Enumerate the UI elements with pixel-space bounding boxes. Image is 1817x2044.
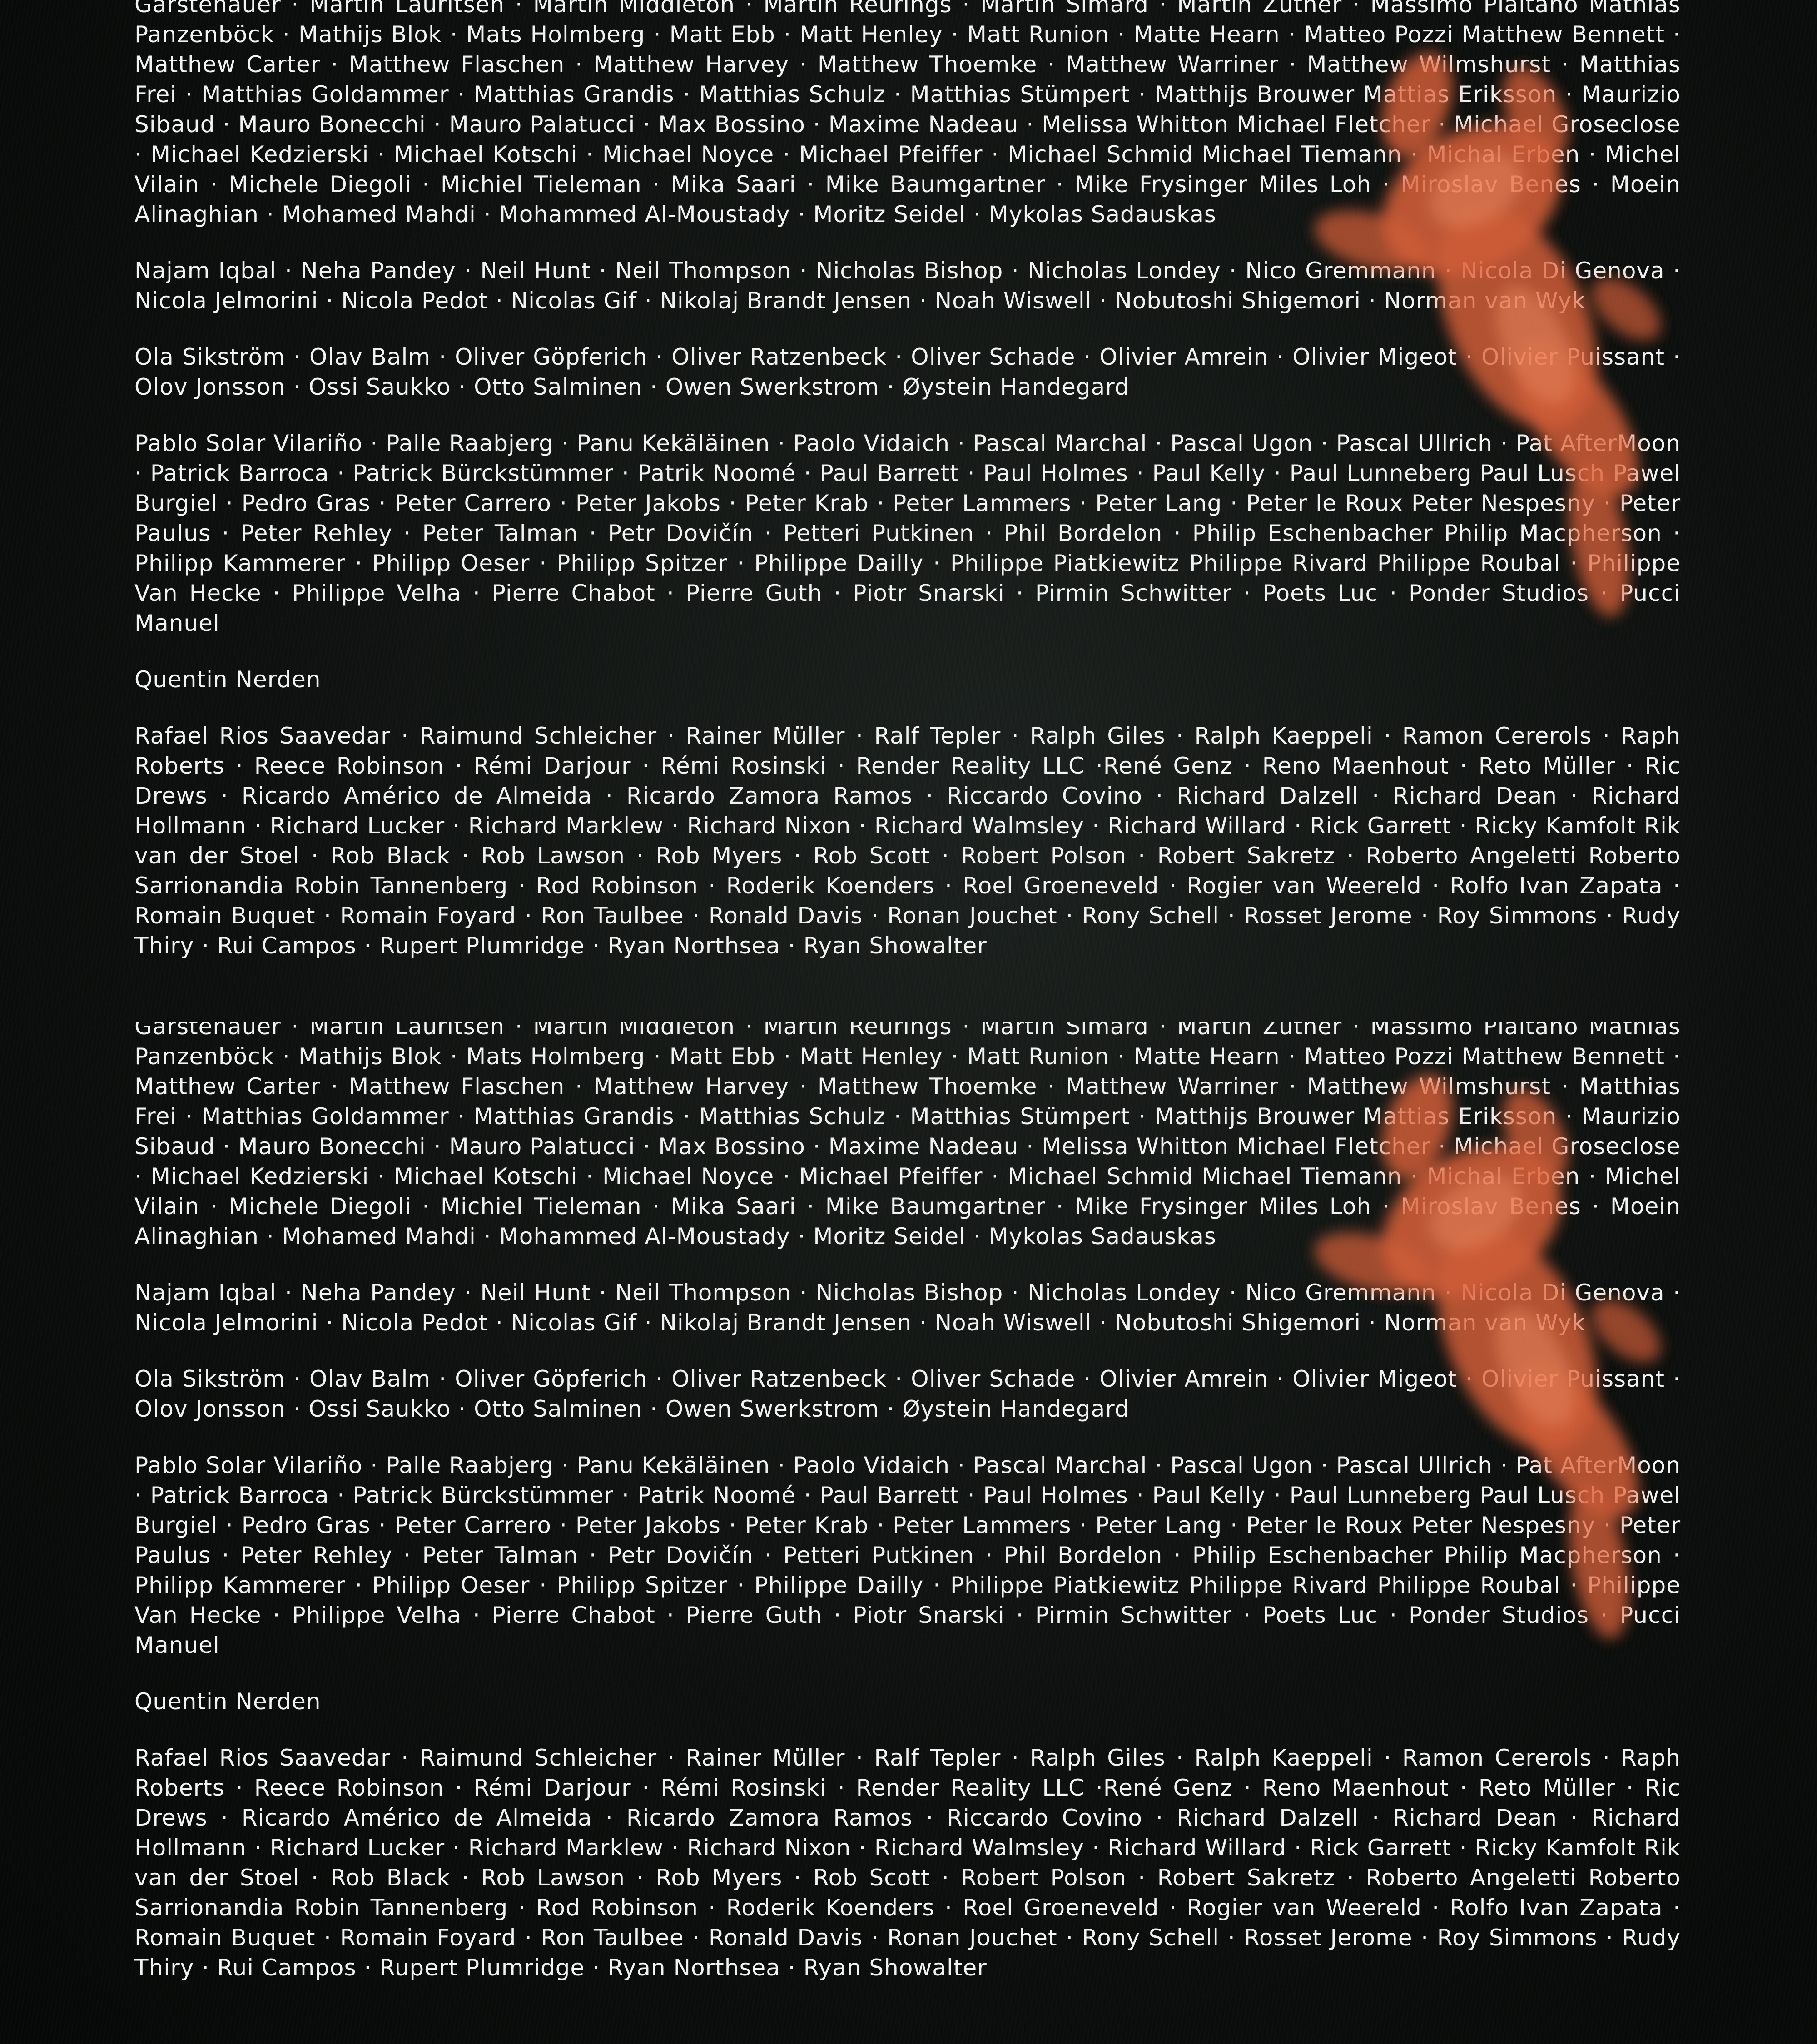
credits-paragraph-r: Rafael Rios Saavedar · Raimund Schleicher · Rainer Müller · Ralf Tepler · Ralph Giles · Ralph Kaeppeli · Ramon Cererols · Raph Roberts · Reece Robinson · Rémi Darjour · Rémi Rosinski · Render Reality LLC ·René Genz · Reno Maenhout · Reto Müller · Ric Drews · Ricardo Américo de Almeida · Ricardo Zamora Ramos · Riccardo Covino · Richard Dalzell · Richard Dean · Richard Hollmann · Richard Lucker · Richard Marklew · Richard Nixon · Richard Walmsley · Richard Willard · Rick Garrett · Ricky Kamfolt Rik van der Stoel · Rob Black · Rob Lawson · Rob Myers · Rob Scott · Robert Polson · Robert Sakretz · Roberto Angeletti Roberto Sarrionandia Robin Tannenberg · Rod Robinson · Roderik Koenders · Roel Groeneveld · Rogier van Weereld · Rolfo Ivan Zapata · Romain Buquet · Romain Foyard · Ron Taulbee · Ronald Davis · Ronan Jouchet · Rony Schell · Rosset Jerome · Roy Simmons · Rudy Thiry · Rui Campos · Rupert Plumridge · Ryan Northsea · Ryan Showalter (134, 721, 1681, 961)
credits-paragraph-n: Najam Iqbal · Neha Pandey · Neil Hunt · Neil Thompson · Nicholas Bishop · Nicholas Londey · Nico Gremmann · Nicola Di Genova · Nicola Jelmorini · Nicola Pedot · Nicolas Gif · Nikolaj Brandt Jensen · Noah Wiswell · Nobutoshi Shigemori · Norman van Wyk (134, 256, 1681, 316)
credits-paragraph-q: Quentin Nerden (134, 1687, 1681, 1717)
credits-paragraph-o: Ola Sikström · Olav Balm · Oliver Göpferich · Oliver Ratzenbeck · Oliver Schade · Olivier Amrein · Olivier Migeot · Olivier Puissant · Olov Jonsson · Ossi Saukko · Otto Salminen · Owen Swerkstrom · Øystein Handegard (134, 1364, 1681, 1424)
credits-paragraph-m: Garstenauer · Martin Lauritsen · Martin Middleton · Martin Reurings · Martin Simard · Martin Zuther · Massimo Plaitano Mathias Panzenböck · Mathijs Blok · Mats Holmberg · Matt Ebb · Matt Henley · Matt Runion · Matte Hearn · Matteo Pozzi Matthew Bennett · Matthew Carter · Matthew Flaschen · Matthew Harvey · Matthew Thoemke · Matthew Warriner · Matthew Wilmshurst · Matthias Frei · Matthias Goldammer · Matthias Grandis · Matthias Schulz · Matthias Stümpert · Matthijs Brouwer Mattias Eriksson · Maurizio Sibaud · Mauro Bonecchi · Mauro Palatucci · Max Bossino · Maxime Nadeau · Melissa Whitton Michael Fletcher · Michael Groseclose · Michael Kedzierski · Michael Kotschi · Michael Noyce · Michael Pfeiffer · Michael Schmid Michael Tiemann · Michal Erben · Michel Vilain · Michele Diegoli · Michiel Tieleman · Mika Saari · Mike Baumgartner · Mike Frysinger Miles Loh · Miroslav Benes · Moein Alinaghian · Mohamed Mahdi · Mohammed Al-Moustady · Moritz Seidel · Mykolas Sadauskas (134, 0, 1681, 229)
credits-paragraph-q: Quentin Nerden (134, 665, 1681, 695)
credits-paragraph-m: Garstenauer · Martin Lauritsen · Martin Middleton · Martin Reurings · Martin Simard · Martin Zuther · Massimo Plaitano Mathias Panzenböck · Mathijs Blok · Mats Holmberg · Matt Ebb · Matt Henley · Matt Runion · Matte Hearn · Matteo Pozzi Matthew Bennett · Matthew Carter · Matthew Flaschen · Matthew Harvey · Matthew Thoemke · Matthew Warriner · Matthew Wilmshurst · Matthias Frei · Matthias Goldammer · Matthias Grandis · Matthias Schulz · Matthias Stümpert · Matthijs Brouwer Mattias Eriksson · Maurizio Sibaud · Mauro Bonecchi · Mauro Palatucci · Max Bossino · Maxime Nadeau · Melissa Whitton Michael Fletcher · Michael Groseclose · Michael Kedzierski · Michael Kotschi · Michael Noyce · Michael Pfeiffer · Michael Schmid Michael Tiemann · Michal Erben · Michel Vilain · Michele Diegoli · Michiel Tieleman · Mika Saari · Mike Baumgartner · Mike Frysinger Miles Loh · Miroslav Benes · Moein Alinaghian · Mohamed Mahdi · Mohammed Al-Moustady · Moritz Seidel · Mykolas Sadauskas (134, 1022, 1681, 1251)
credits-paragraph-o: Ola Sikström · Olav Balm · Oliver Göpferich · Oliver Ratzenbeck · Oliver Schade · Olivier Amrein · Olivier Migeot · Olivier Puissant · Olov Jonsson · Ossi Saukko · Otto Salminen · Owen Swerkstrom · Øystein Handegard (134, 342, 1681, 402)
credits-paragraph-r: Rafael Rios Saavedar · Raimund Schleicher · Rainer Müller · Ralf Tepler · Ralph Giles · Ralph Kaeppeli · Ramon Cererols · Raph Roberts · Reece Robinson · Rémi Darjour · Rémi Rosinski · Render Reality LLC ·René Genz · Reno Maenhout · Reto Müller · Ric Drews · Ricardo Américo de Almeida · Ricardo Zamora Ramos · Riccardo Covino · Richard Dalzell · Richard Dean · Richard Hollmann · Richard Lucker · Richard Marklew · Richard Nixon · Richard Walmsley · Richard Willard · Rick Garrett · Ricky Kamfolt Rik van der Stoel · Rob Black · Rob Lawson · Rob Myers · Rob Scott · Robert Polson · Robert Sakretz · Roberto Angeletti Roberto Sarrionandia Robin Tannenberg · Rod Robinson · Roderik Koenders · Roel Groeneveld · Rogier van Weereld · Rolfo Ivan Zapata · Romain Buquet · Romain Foyard · Ron Taulbee · Ronald Davis · Ronan Jouchet · Rony Schell · Rosset Jerome · Roy Simmons · Rudy Thiry · Rui Campos · Rupert Plumridge · Ryan Northsea · Ryan Showalter (134, 1743, 1681, 1983)
credits-paragraph-p: Pablo Solar Vilariño · Palle Raabjerg · Panu Kekäläinen · Paolo Vidaich · Pascal Marchal · Pascal Ugon · Pascal Ullrich · Pat AfterMoon · Patrick Barroca · Patrick Bürckstümmer · Patrik Noomé · Paul Barrett · Paul Holmes · Paul Kelly · Paul Lunneberg Paul Lusch Pawel Burgiel · Pedro Gras · Peter Carrero · Peter Jakobs · Peter Krab · Peter Lammers · Peter Lang · Peter le Roux Peter Nespesny · Peter Paulus · Peter Rehley · Peter Talman · Petr Dovičín · Petteri Putkinen · Phil Bordelon · Philip Eschenbacher Philip Macpherson · Philipp Kammerer · Philipp Oeser · Philipp Spitzer · Philippe Dailly · Philippe Piatkiewitz Philippe Rivard Philippe Roubal · Philippe Van Hecke · Philippe Velha · Pierre Chabot · Pierre Guth · Piotr Snarski · Pirmin Schwitter · Poets Luc · Ponder Studios · Pucci Manuel (134, 1450, 1681, 1660)
credits-paragraph-n: Najam Iqbal · Neha Pandey · Neil Hunt · Neil Thompson · Nicholas Bishop · Nicholas Londey · Nico Gremmann · Nicola Di Genova · Nicola Jelmorini · Nicola Pedot · Nicolas Gif · Nikolaj Brandt Jensen · Noah Wiswell · Nobutoshi Shigemori · Norman van Wyk (134, 1278, 1681, 1338)
credits-paragraph-p: Pablo Solar Vilariño · Palle Raabjerg · Panu Kekäläinen · Paolo Vidaich · Pascal Marchal · Pascal Ugon · Pascal Ullrich · Pat AfterMoon · Patrick Barroca · Patrick Bürckstümmer · Patrik Noomé · Paul Barrett · Paul Holmes · Paul Kelly · Paul Lunneberg Paul Lusch Pawel Burgiel · Pedro Gras · Peter Carrero · Peter Jakobs · Peter Krab · Peter Lammers · Peter Lang · Peter le Roux Peter Nespesny · Peter Paulus · Peter Rehley · Peter Talman · Petr Dovičín · Petteri Putkinen · Phil Bordelon · Philip Eschenbacher Philip Macpherson · Philipp Kammerer · Philipp Oeser · Philipp Spitzer · Philippe Dailly · Philippe Piatkiewitz Philippe Rivard Philippe Roubal · Philippe Van Hecke · Philippe Velha · Pierre Chabot · Pierre Guth · Piotr Snarski · Pirmin Schwitter · Poets Luc · Ponder Studios · Pucci Manuel (134, 428, 1681, 638)
